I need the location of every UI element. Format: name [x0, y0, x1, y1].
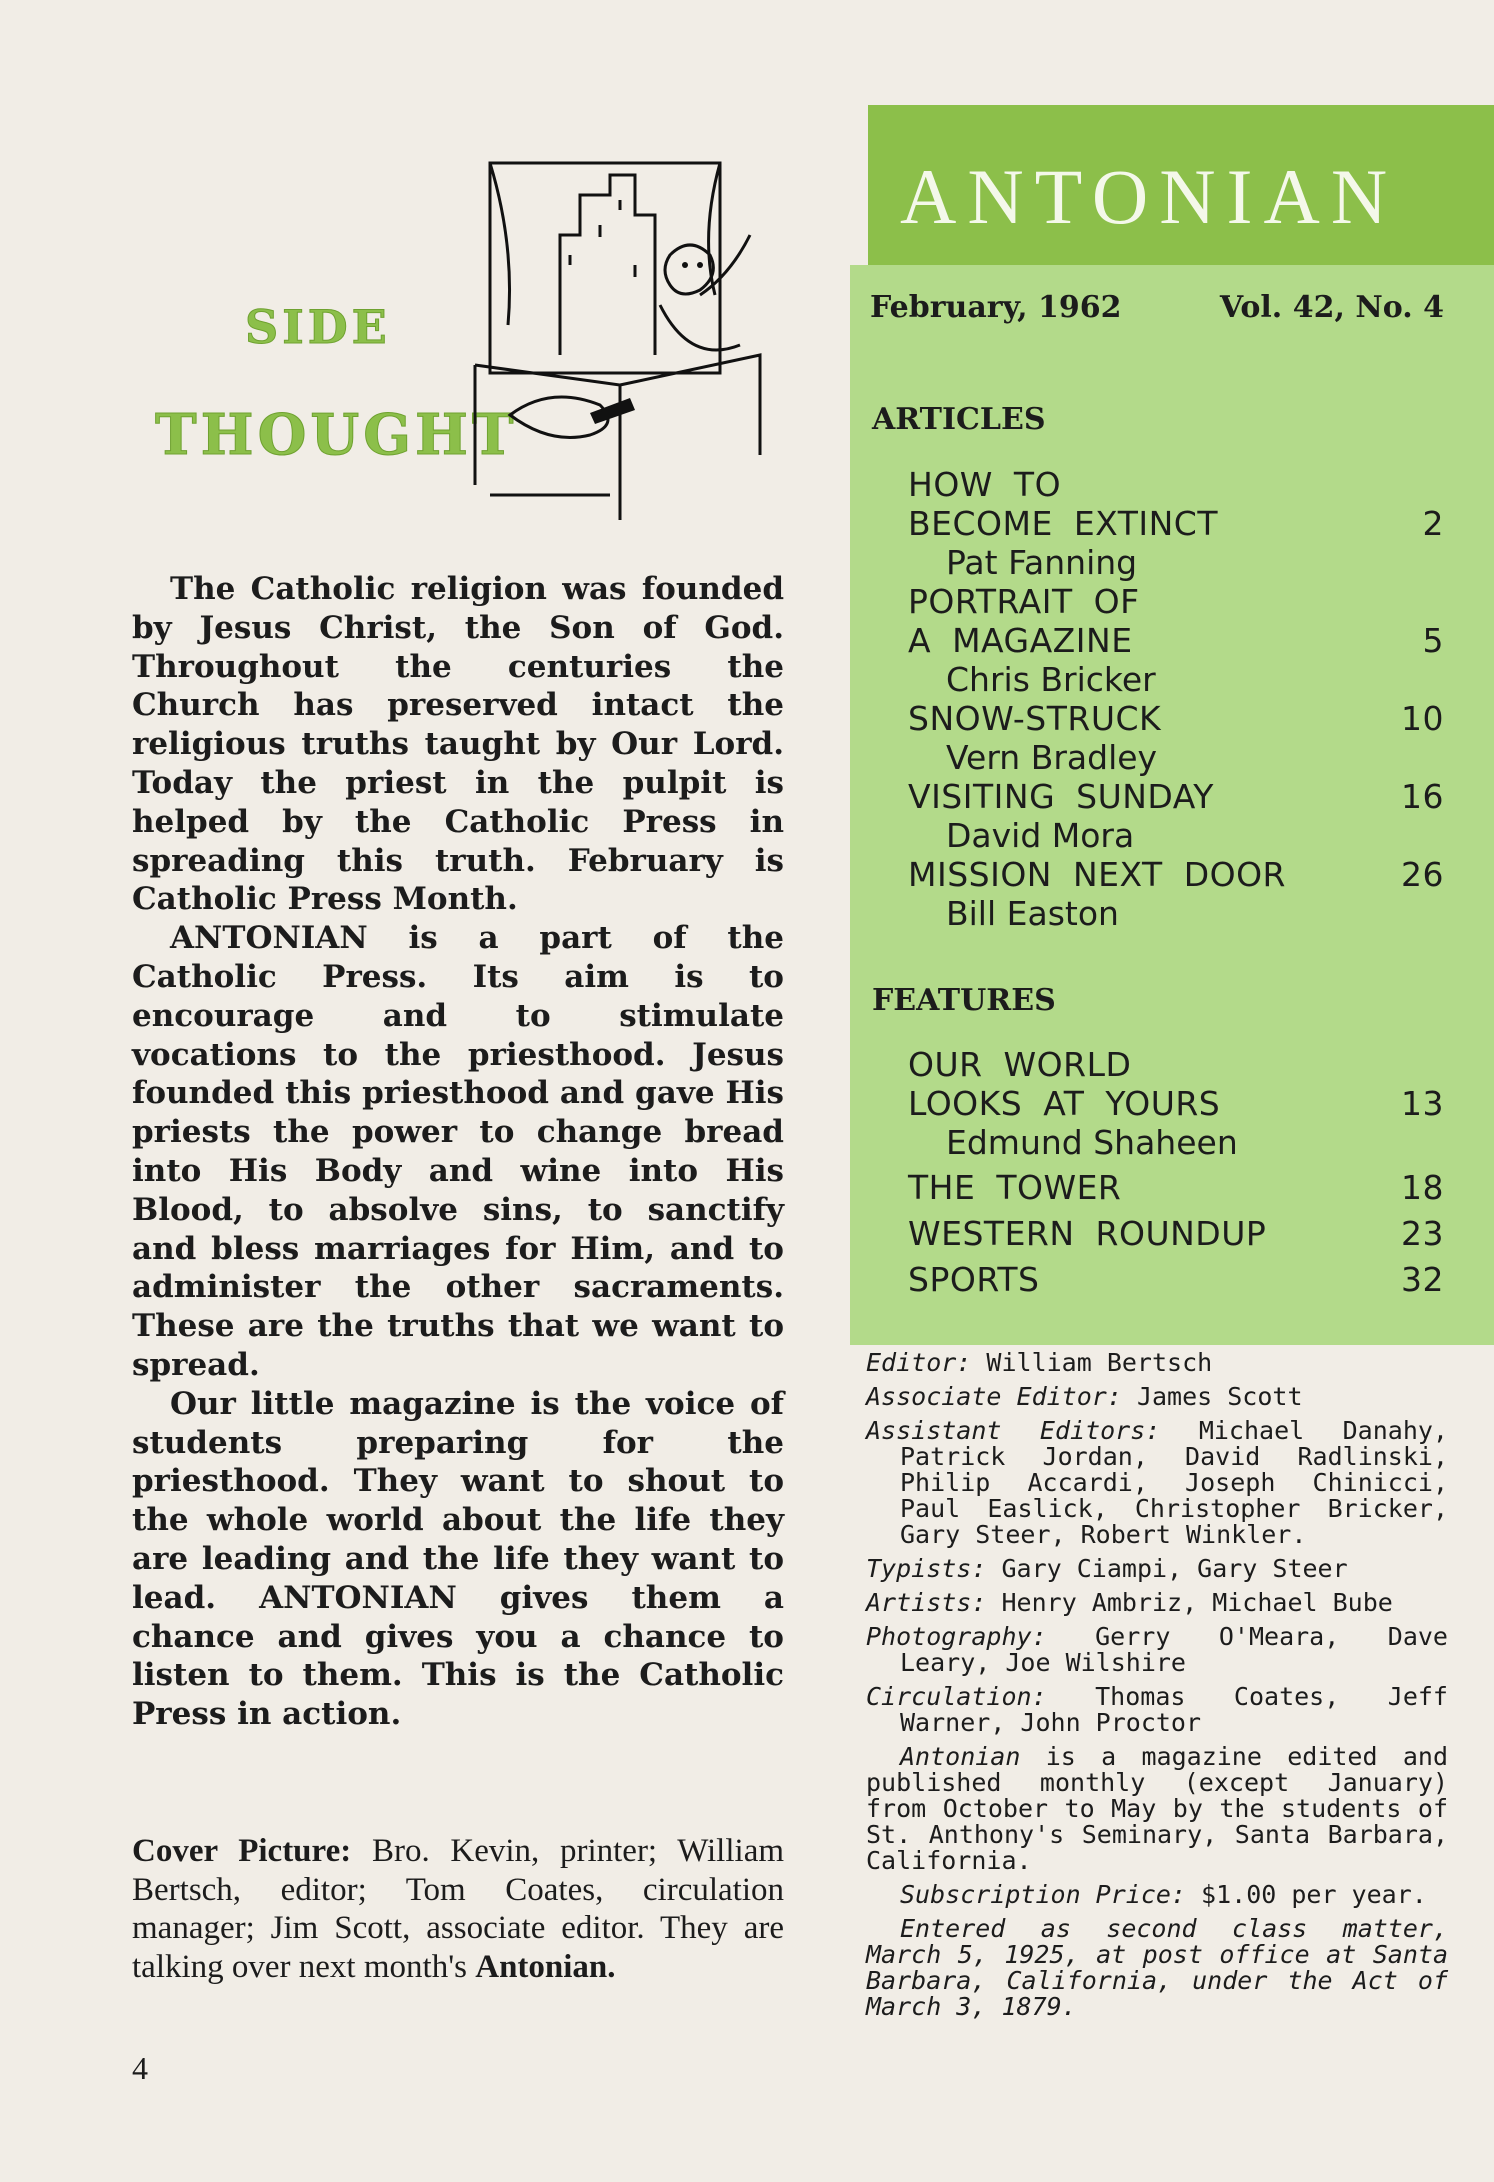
toc-author: Edmund Shaheen: [946, 1123, 1238, 1162]
toc-page: 2: [1422, 504, 1444, 543]
list-item: [908, 699, 1444, 777]
toc-page: 5: [1422, 621, 1444, 660]
toc-page: 18: [1401, 1168, 1444, 1207]
page-number: 4: [132, 2050, 148, 2086]
list-item: [908, 582, 1444, 699]
subscription-price: Subscription Price: $1.00 per year.: [900, 1880, 1427, 1909]
editorial-paragraph-1: The Catholic religion was founded by Jesus Christ, the Son of God. Throughout the centuries the Church has preserved intact the religious truths taught by Our Lord. Today the priest in the pulpit is helped by the Catholic Press in spreading this truth. February is Catholic Press Month.: [132, 571, 784, 918]
editorial-paragraph-2: ANTONIAN is a part of the Catholic Press. Its aim is to encourage and to stimulate vocations to the priesthood. Jesus founded this priesthood and gave His priests the power to change bread into His Body and wine into His Blood, to absolve sins, to sanctify and bless marriages for Him, and to administer the other sacraments. These are the truths that we want to spread.: [132, 920, 784, 1383]
list-item: [908, 855, 1444, 933]
toc-page: 13: [1401, 1084, 1444, 1123]
credit-assistant-editors: Assistant Editors: Michael Danahy, Patrick Jordan, David Radlinski, Philip Accardi, Joseph Chinicci, Paul Easlick, Christopher Bricker, Gary Steer, Robert Winkler.: [866, 1416, 1448, 1549]
thought-heading: THOUGHT: [155, 402, 518, 468]
editorial-paragraph-3: Our little magazine is the voice of students preparing for the priesthood. They want to shout to the whole world about the life they are leading and the life they want to lead. ANTONIAN gives them a chance and gives you a chance to listen to them. This is the Catholic Press in action.: [132, 1385, 784, 1733]
issue-volume: Vol. 42, No. 4: [1219, 290, 1444, 325]
list-item: [908, 465, 1444, 582]
toc-author: Bill Easton: [946, 894, 1119, 933]
credit-editor: Editor: William Bertsch: [866, 1348, 1213, 1377]
issue-line: [870, 290, 1444, 325]
credit-associate-editor: Associate Editor: James Scott: [866, 1382, 1303, 1411]
toc-page: 16: [1401, 777, 1444, 816]
toc-title: PORTRAIT OF: [908, 582, 1140, 621]
list-item: [908, 1214, 1444, 1253]
cover-label: Cover Picture:: [132, 1833, 352, 1869]
list-item: [908, 777, 1444, 855]
credit-artists: Artists: Henry Ambriz, Michael Bube: [866, 1588, 1393, 1617]
toc-title: HOW TO: [908, 465, 1062, 504]
toc-page: 26: [1401, 855, 1444, 894]
list-item: [908, 1045, 1444, 1162]
toc-title: A MAGAZINE 5: [908, 621, 1444, 660]
toc-title: SNOW-STRUCK 10: [908, 699, 1444, 738]
staff-credits: [866, 1350, 1448, 2028]
list-item: [908, 1260, 1444, 1299]
list-item: [908, 1168, 1444, 1207]
desk-window-cartoon-icon: [470, 155, 770, 525]
toc-title: VISITING SUNDAY 16: [908, 777, 1444, 816]
features-list: [908, 1045, 1444, 1299]
issue-date: February, 1962: [870, 290, 1122, 325]
articles-heading: ARTICLES: [872, 402, 1046, 437]
toc-author: David Mora: [946, 816, 1135, 855]
credit-typists: Typists: Gary Ciampi, Gary Steer: [866, 1554, 1348, 1583]
toc-title: WESTERN ROUNDUP 23: [908, 1214, 1444, 1253]
articles-list: [908, 465, 1444, 933]
toc-page: 32: [1401, 1260, 1444, 1299]
toc-title: BECOME EXTINCT 2: [908, 504, 1444, 543]
toc-author: Chris Bricker: [946, 660, 1156, 699]
toc-title: OUR WORLD: [908, 1045, 1132, 1084]
toc-page: 10: [1401, 699, 1444, 738]
postal-entry-note: Entered as second class matter, March 5, 1925, at post office at Santa Barbara, California, under the Act of March 3, 1879.: [866, 1914, 1448, 2021]
toc-title: THE TOWER 18: [908, 1168, 1444, 1207]
magazine-title: ANTONIAN: [900, 153, 1399, 240]
cover-caption: [132, 1832, 784, 1986]
toc-author: Vern Bradley: [946, 738, 1158, 777]
credit-circulation: Circulation: Thomas Coates, Jeff Warner, John Proctor: [866, 1682, 1448, 1737]
toc-title: SPORTS 32: [908, 1260, 1444, 1299]
publication-note: Antonian is a magazine edited and published monthly (except January) from October to May by the students of St. Anthony's Seminary, Santa Barbara, California.: [866, 1742, 1448, 1875]
toc-author: Pat Fanning: [946, 543, 1138, 582]
credit-photography: Photography: Gerry O'Meara, Dave Leary, Joe Wilshire: [866, 1622, 1448, 1677]
features-heading: FEATURES: [872, 983, 1056, 1018]
editorial-text: [132, 570, 784, 1734]
side-heading: SIDE: [245, 300, 391, 354]
toc-title: MISSION NEXT DOOR 26: [908, 855, 1444, 894]
toc-title: LOOKS AT YOURS 13: [908, 1084, 1444, 1123]
cover-end: Antonian.: [475, 1948, 616, 1985]
toc-page: 23: [1401, 1214, 1444, 1253]
cover-text: Bro. Kevin, printer; William Bertsch, editor; Tom Coates, circulation manager; Jim Scott, associate editor. They are talking over next month's: [132, 1833, 785, 1985]
